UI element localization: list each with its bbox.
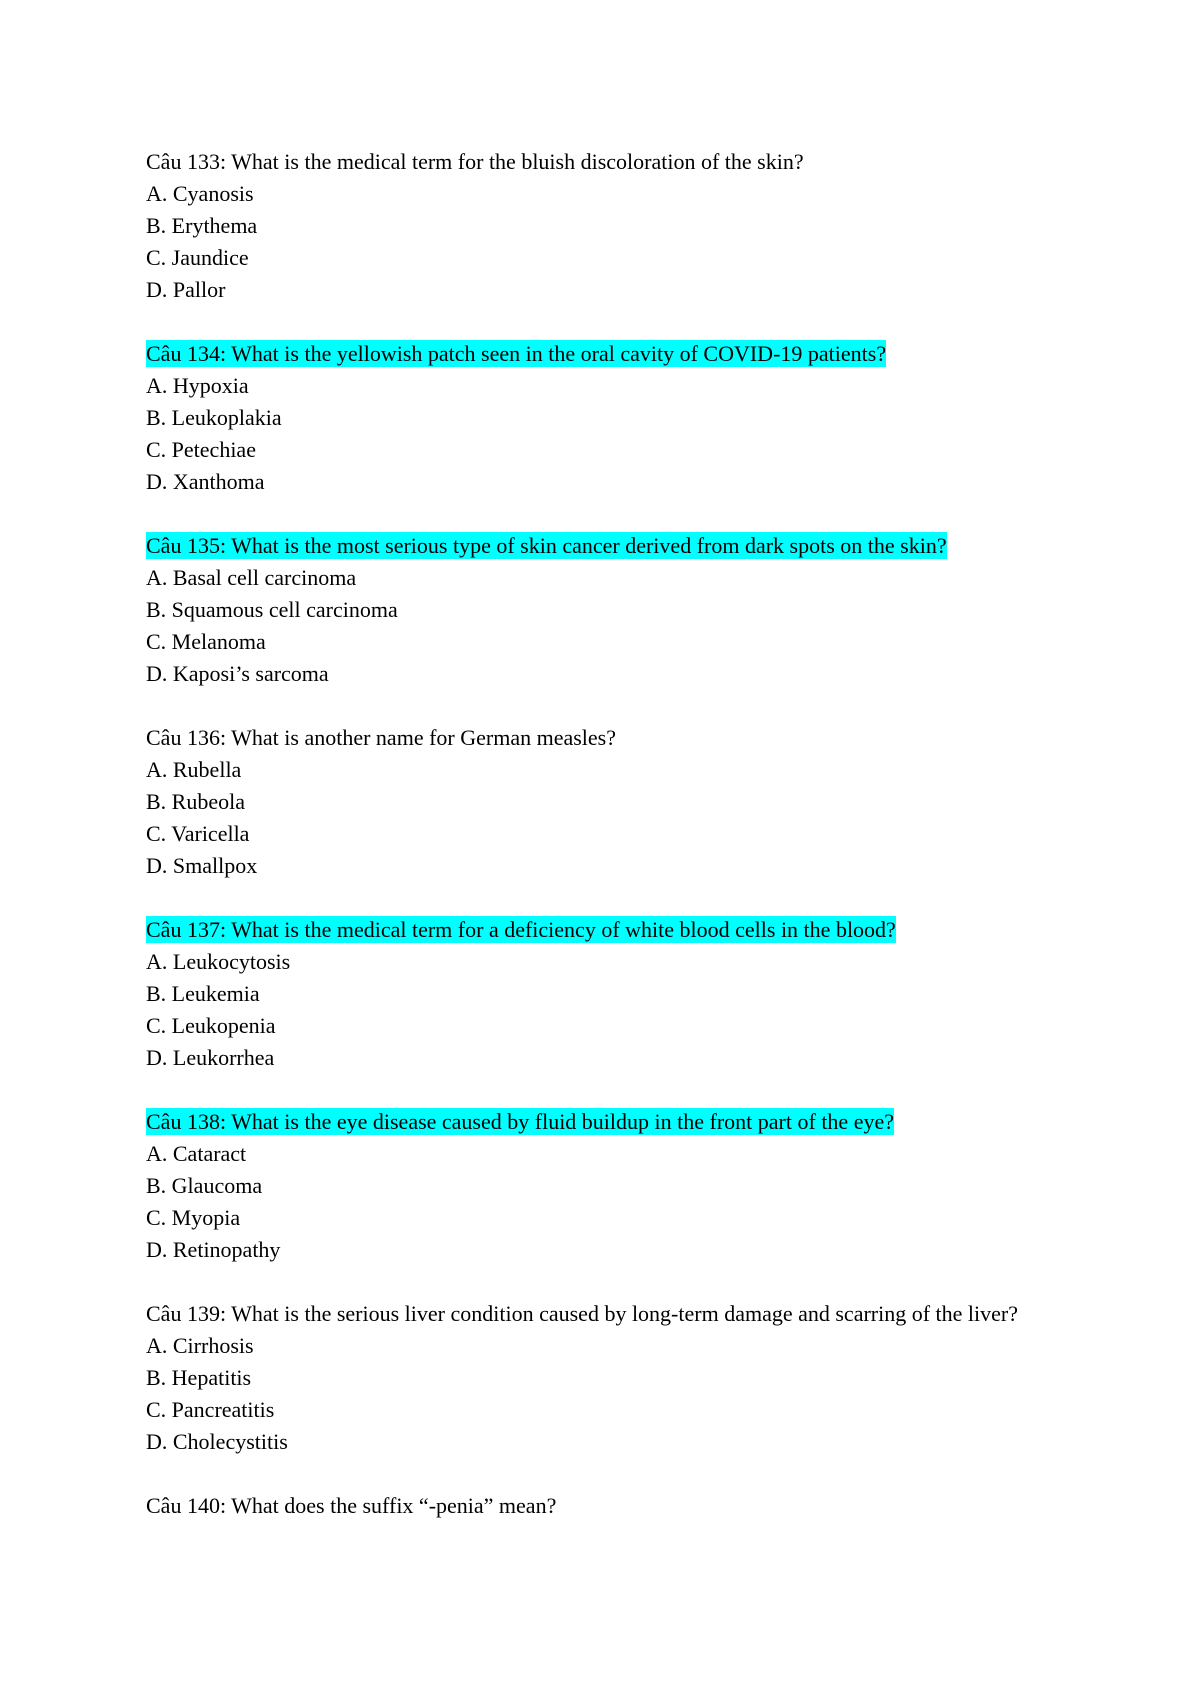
question-block-137 <box>146 914 1076 1074</box>
answer-option: D. Cholecystitis <box>146 1429 288 1454</box>
answer-option: D. Pallor <box>146 277 226 302</box>
question-block-135 <box>146 530 1076 690</box>
answer-option: C. Varicella <box>146 821 250 846</box>
answer-option: D. Smallpox <box>146 853 258 878</box>
answer-option: A. Basal cell carcinoma <box>146 565 357 590</box>
answer-option: A. Cataract <box>146 1141 247 1166</box>
question-text-highlighted: Câu 134: What is the yellowish patch seen in the oral cavity of COVID-19 patients? <box>146 341 887 366</box>
answer-option: B. Leukoplakia <box>146 405 282 430</box>
answer-option: B. Hepatitis <box>146 1365 252 1390</box>
answer-option: D. Kaposi’s sarcoma <box>146 661 329 686</box>
question-block-134 <box>146 338 1076 498</box>
question-text-highlighted: Câu 137: What is the medical term for a deficiency of white blood cells in the blood? <box>146 917 896 942</box>
answer-option: A. Hypoxia <box>146 373 249 398</box>
answer-option: C. Myopia <box>146 1205 241 1230</box>
answer-option: B. Squamous cell carcinoma <box>146 597 398 622</box>
answer-option: B. Erythema <box>146 213 258 238</box>
answer-option: A. Cirrhosis <box>146 1333 254 1358</box>
question-text: Câu 136: What is another name for German measles? <box>146 725 616 750</box>
answer-option: A. Cyanosis <box>146 181 254 206</box>
answer-option: B. Rubeola <box>146 789 245 814</box>
question-block-139 <box>146 1298 1076 1458</box>
question-text-highlighted: Câu 135: What is the most serious type of skin cancer derived from dark spots on the skin? <box>146 533 947 558</box>
answer-option: D. Xanthoma <box>146 469 265 494</box>
question-text: Câu 139: What is the serious liver condition caused by long-term damage and scarring of the liver? <box>146 1301 1019 1326</box>
question-block-133 <box>146 146 1076 306</box>
answer-option: C. Melanoma <box>146 629 266 654</box>
answer-option: D. Leukorrhea <box>146 1045 275 1070</box>
answer-option: C. Pancreatitis <box>146 1397 275 1422</box>
answer-option: A. Leukocytosis <box>146 949 291 974</box>
answer-option: C. Jaundice <box>146 245 249 270</box>
answer-option: B. Glaucoma <box>146 1173 263 1198</box>
question-block-140 <box>146 1490 1076 1522</box>
answer-option: B. Leukemia <box>146 981 260 1006</box>
answer-option: D. Retinopathy <box>146 1237 281 1262</box>
question-text-highlighted: Câu 138: What is the eye disease caused by fluid buildup in the front part of the eye? <box>146 1109 894 1134</box>
question-text: Câu 133: What is the medical term for the bluish discoloration of the skin? <box>146 149 804 174</box>
question-block-136 <box>146 722 1076 882</box>
question-block-138 <box>146 1106 1076 1266</box>
answer-option: C. Petechiae <box>146 437 256 462</box>
question-list <box>146 146 1076 1522</box>
answer-option: C. Leukopenia <box>146 1013 276 1038</box>
answer-option: A. Rubella <box>146 757 242 782</box>
question-text: Câu 140: What does the suffix “-penia” mean? <box>146 1493 557 1518</box>
